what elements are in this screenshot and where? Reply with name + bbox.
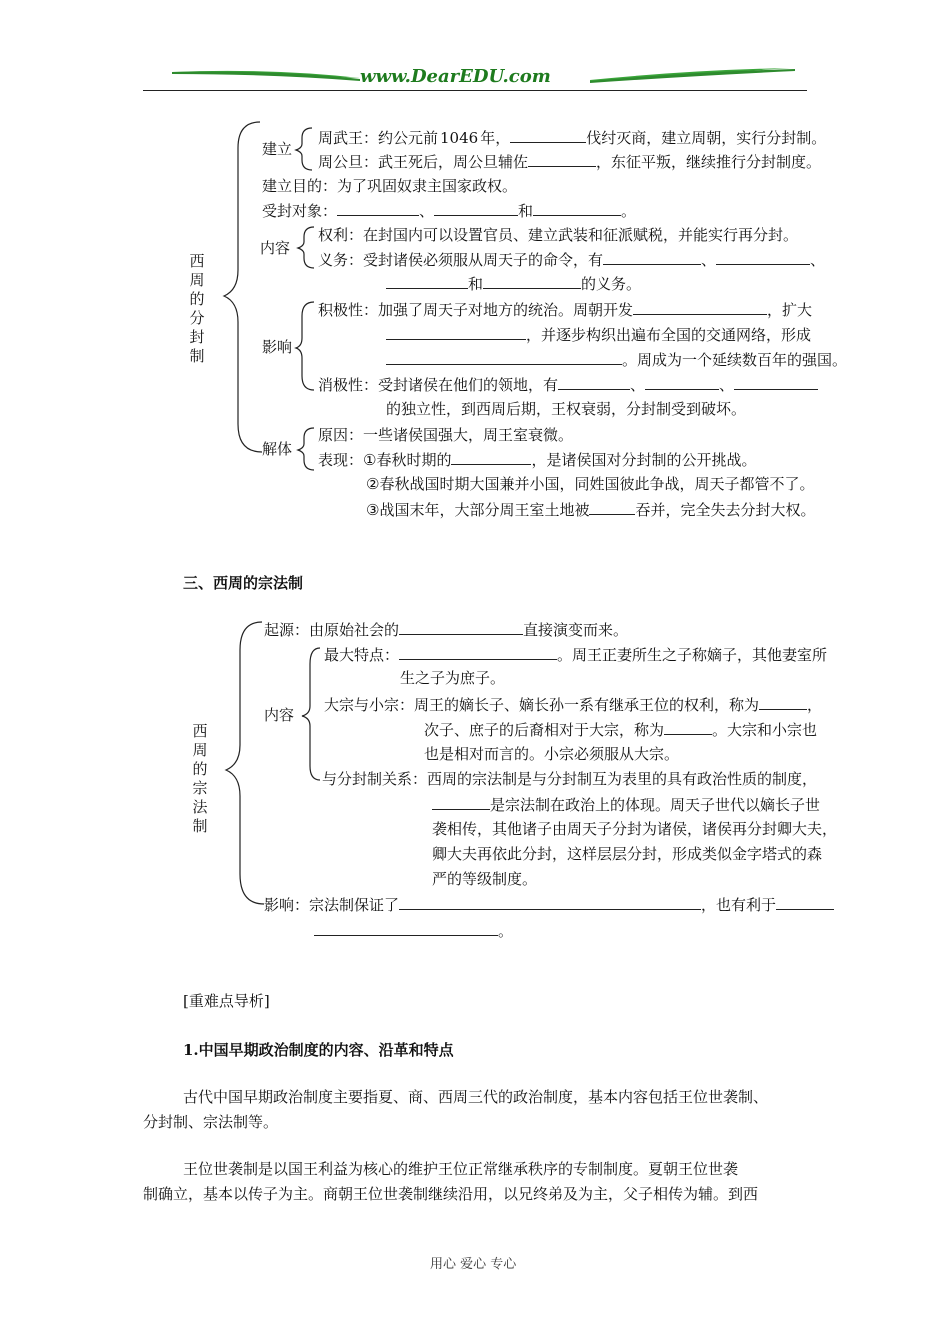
label-neirong: 内容 — [260, 239, 291, 257]
blank[interactable] — [399, 644, 557, 660]
line-dazong — [324, 694, 822, 715]
label-neirong-2: 内容 — [264, 706, 295, 724]
line-duty-2 — [386, 273, 641, 294]
line-positive — [318, 299, 812, 320]
fengjian-vertical-title: 西周的分封制 — [189, 252, 205, 365]
text: 周武王：约公元前 — [318, 129, 439, 147]
blank[interactable] — [645, 374, 719, 390]
label-yingxiang: 影响 — [262, 338, 293, 356]
text: 的义务。 — [581, 275, 642, 293]
line-relation: 与分封制关系：西周的宗法制是与分封制互为表里的具有政治性质的制度， — [322, 770, 818, 788]
line-origin — [264, 619, 628, 640]
text: 、 — [719, 376, 735, 394]
line-negative-2: 的独立性，到西周后期，王权衰弱，分封制受到破坏。 — [386, 400, 747, 418]
blank[interactable] — [589, 499, 635, 515]
blank[interactable] — [664, 719, 712, 735]
text: 周公旦：武王死后，周公旦辅佐 — [318, 153, 529, 171]
blank[interactable] — [451, 449, 531, 465]
blank[interactable] — [633, 299, 767, 315]
blank[interactable] — [399, 619, 523, 635]
line-zhouwuwang — [318, 127, 826, 148]
blank[interactable] — [399, 894, 701, 910]
text: 最大特点： — [324, 646, 400, 664]
line-positive-2 — [386, 324, 811, 345]
blank[interactable] — [734, 374, 818, 390]
logo-text: www.DearEDU.com — [360, 66, 551, 87]
line-duty — [318, 249, 825, 270]
text: 、 — [419, 202, 435, 220]
blank[interactable] — [716, 249, 810, 265]
text: 。 — [498, 922, 514, 940]
text: 表现：①春秋时期的 — [318, 451, 452, 469]
text: ， — [807, 696, 823, 714]
blank[interactable] — [510, 127, 586, 143]
paragraph-1-line-1: 古代中国早期政治制度主要指夏、商、西周三代的政治制度，基本内容包括王位世袭制、 — [183, 1088, 769, 1106]
line-purpose: 建立目的：为了巩固奴隶主国家政权。 — [262, 177, 518, 195]
blank[interactable] — [776, 894, 834, 910]
text: 。周王正妻所生之子称嫡子，其他妻室所 — [557, 646, 828, 664]
line-zhougongdan — [318, 151, 821, 172]
line-feature-2: 生之子为庶子。 — [400, 669, 506, 687]
footer-text: 用心 爱心 专心 — [430, 1257, 517, 1272]
text: ，是诸侯国对分封制的公开挑战。 — [531, 451, 757, 469]
text: 积极性：加强了周天子对地方的统治。周朝开发 — [318, 301, 634, 319]
text: 。周成为一个延续数百年的强国。 — [622, 351, 848, 369]
zongfa-vertical-title: 西周的宗法制 — [192, 722, 208, 835]
analysis-subheading: 1.中国早期政治制度的内容、沿革和特点 — [183, 1041, 454, 1059]
blank[interactable] — [528, 151, 596, 167]
line-show-2: ②春秋战国时期大国兼并小国，同姓国彼此争战，周天子都管不了。 — [366, 475, 815, 493]
line-rights: 权利：在封国内可以设置官员、建立武装和征派赋税，并能实行再分封。 — [318, 226, 799, 244]
paragraph-1-line-2: 分封制、宗法制等。 — [143, 1113, 279, 1131]
line-relation-5: 严的等级制度。 — [432, 870, 538, 888]
line-relation-4: 卿大夫再依此分封，这样层层分封，形成类似金字塔式的森 — [432, 845, 823, 863]
line-negative — [318, 374, 818, 395]
analysis-heading: [重难点导析] — [183, 992, 270, 1010]
text: 和 — [468, 275, 484, 293]
blank[interactable] — [314, 920, 498, 936]
line-dazong-2 — [424, 719, 817, 740]
text: 直接演变而来。 — [523, 621, 629, 639]
text: 次子、庶子的后裔相对于大宗，称为 — [424, 721, 665, 739]
blank[interactable] — [558, 374, 630, 390]
line-impact-2 — [314, 920, 513, 941]
line-positive-3 — [386, 349, 847, 370]
blank[interactable] — [386, 324, 526, 340]
blank[interactable] — [337, 200, 419, 216]
text: 是宗法制在政治上的体现。周天子世代以嫡长子世 — [490, 796, 821, 814]
line-feature — [324, 644, 827, 665]
line-relation-2 — [432, 794, 820, 815]
text: 、 — [701, 251, 717, 269]
line-objects — [262, 200, 636, 221]
line-show-3 — [366, 499, 815, 520]
text: 义务：受封诸侯必须服从周天子的命令，有 — [318, 251, 604, 269]
text: 消极性：受封诸侯在他们的领地，有 — [318, 376, 559, 394]
section3-title: 三、西周的宗法制 — [183, 574, 304, 592]
blank[interactable] — [759, 694, 807, 710]
text: 和 — [518, 202, 534, 220]
blank[interactable] — [386, 273, 468, 289]
line-reason: 原因：一些诸侯国强大，周王室衰微。 — [318, 426, 574, 444]
blank[interactable] — [434, 200, 518, 216]
blank[interactable] — [533, 200, 621, 216]
label-jieti: 解体 — [262, 440, 293, 458]
paragraph-2-line-1: 王位世袭制是以国王利益为核心的维护王位正常继承秩序的专制制度。夏朝王位世袭 — [183, 1160, 739, 1178]
text: 。 — [621, 202, 637, 220]
text: ，东征平叛，继续推行分封制度。 — [596, 153, 822, 171]
year-text: 1046 — [440, 129, 479, 147]
text: 起源：由原始社会的 — [264, 621, 400, 639]
text: ，也有利于 — [701, 896, 777, 914]
paragraph-2-line-2: 制确立，基本以传子为主。商朝王位世袭制继续沿用，以兄终弟及为主，父子相传为辅。到西 — [143, 1185, 759, 1203]
text: 、 — [630, 376, 646, 394]
line-impact — [264, 894, 834, 915]
text: ，扩大 — [767, 301, 813, 319]
blank[interactable] — [603, 249, 701, 265]
text: 影响：宗法制保证了 — [264, 896, 400, 914]
line-show — [318, 449, 756, 470]
text: 吞并，完全失去分封大权。 — [635, 501, 816, 519]
blank[interactable] — [432, 794, 490, 810]
text: 大宗与小宗：周王的嫡长子、嫡长孙一系有继承王位的权利，称为 — [324, 696, 760, 714]
text: 年， — [480, 129, 511, 147]
label-jianli: 建立 — [262, 140, 293, 158]
blank[interactable] — [386, 349, 622, 365]
text: 伐纣灭商，建立周朝，实行分封制。 — [586, 129, 827, 147]
blank[interactable] — [483, 273, 581, 289]
text: ③战国末年，大部分周王室土地被 — [366, 501, 590, 519]
text: 、 — [810, 251, 826, 269]
text: 受封对象： — [262, 202, 338, 220]
line-relation-3: 袭相传，其他诸子由周天子分封为诸侯，诸侯再分封卿大夫， — [432, 820, 838, 838]
line-dazong-3: 也是相对而言的。小宗必须服从大宗。 — [424, 745, 680, 763]
text: ，并逐步构织出遍布全国的交通网络，形成 — [526, 326, 812, 344]
text: 。大宗和小宗也 — [712, 721, 818, 739]
